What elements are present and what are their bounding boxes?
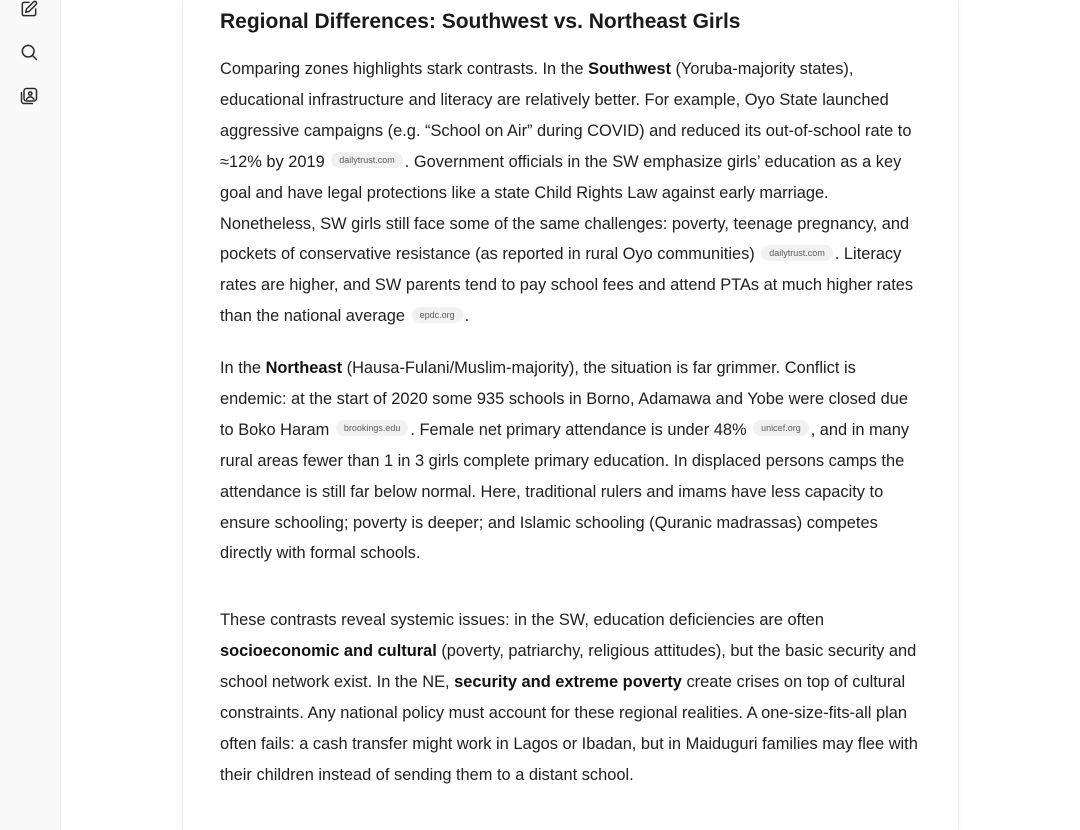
library-button[interactable] — [16, 85, 42, 111]
bold-northeast: Northeast — [265, 359, 343, 377]
search-icon — [19, 42, 39, 67]
paragraph-contrasts — [220, 605, 922, 790]
text: These contrasts reveal systemic issues: in the SW, education deficiencies are often — [220, 611, 825, 629]
text: . Literacy rates are higher, and SW parents tend to pay school fees and attend PTAs at much higher rates than the national average — [220, 245, 914, 326]
citation-chip[interactable]: dailytrust.com — [331, 152, 403, 168]
text: create crises on top of cultural constraints. Any national policy must account for these regional realities. A one-size-fits-all plan often fails: a cash transfer might work in Lagos or Ibadan, but in Maiduguri families may flee with their children instead of sending them to a distant school. — [220, 672, 918, 784]
text: (Yoruba-majority states), educational infrastructure and literacy are relatively better. For example, Oyo State launched aggressive campaigns (e.g. “School on Air” during COVID) and reduced its out-of-school rate to ≈12% by 2019 — [220, 60, 912, 171]
citation-chip[interactable]: dailytrust.com — [761, 245, 833, 261]
text: , and in many rural areas fewer than 1 in 3 girls complete primary education. In displaced persons camps the attendance is still far below normal. Here, traditional rulers and imams have less capacity to ensure schooling; poverty is deeper; and Islamic schooling (Quranic madrassas) competes directly with formal schools. — [220, 420, 910, 563]
text: . Female net primary attendance is under 48% — [410, 420, 752, 439]
section-heading: Regional Differences: Southwest vs. Northeast Girls — [220, 10, 741, 33]
search-button[interactable] — [16, 41, 42, 67]
text: In the — [220, 359, 266, 377]
citation-chip[interactable]: unicef.org — [753, 420, 809, 436]
new-chat-button[interactable] — [16, 0, 42, 24]
paragraph-southwest — [220, 54, 922, 332]
text: (poverty, patriarchy, religious attitudes), but the basic security and school network exist. In the NE, — [220, 641, 917, 691]
citation-chip[interactable]: brookings.edu — [336, 420, 409, 436]
bold-socioeconomic: socioeconomic and cultural — [220, 641, 437, 660]
citation-chip[interactable]: epdc.org — [412, 307, 463, 323]
text: Comparing zones highlights stark contrasts. In the — [220, 60, 589, 78]
bold-southwest: Southwest — [588, 60, 671, 78]
paragraph-northeast — [220, 353, 922, 569]
document-panel — [183, 0, 958, 830]
text: . Government officials in the SW emphasize girls’ education as a key goal and have legal protections like a state Child Rights Law against early marriage. Nonetheless, SW girls still face some of the same challenges: poverty, teenage pregnancy, and pockets of conservative resistance (as reported in rural Oyo communities) — [220, 152, 910, 264]
gallery-icon — [19, 86, 39, 111]
text: . — [464, 307, 470, 326]
text: (Hausa-Fulani/Muslim-majority), the situation is far grimmer. Conflict is endemic: at the start of 2020 some 935 schools in Borno, Adamawa and Yobe were closed due to Boko Haram — [220, 359, 908, 439]
edit-icon — [19, 0, 39, 24]
bold-security: security and extreme poverty — [454, 672, 682, 691]
sidebar — [0, 0, 61, 830]
